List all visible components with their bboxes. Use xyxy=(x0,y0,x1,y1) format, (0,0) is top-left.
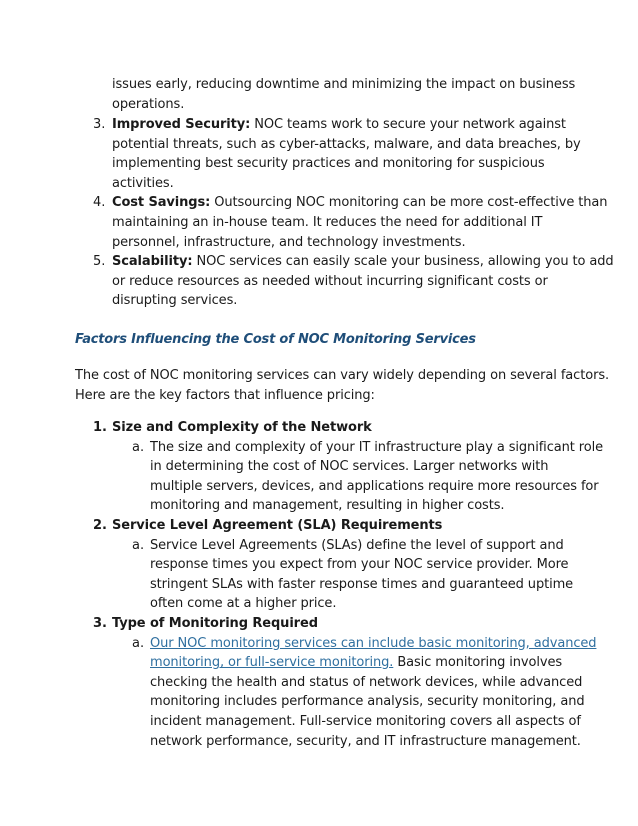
sub-item-line: often come at a higher price. xyxy=(150,596,337,612)
intro-continuation-line: operations. xyxy=(112,97,185,112)
list-item-line: maintaining an in-house team. It reduces the need for additional IT xyxy=(112,215,543,230)
sub-item-text: Basic monitoring involves xyxy=(393,655,563,671)
monitoring-services-link[interactable]: monitoring, or full-service monitoring. xyxy=(150,655,394,671)
sub-item-line: monitoring includes performance analysis, security monitoring, and xyxy=(150,694,585,710)
intro-continuation-line: issues early, reducing downtime and minimizing the impact on business xyxy=(112,77,576,92)
list-item-title: Cost Savings: xyxy=(112,195,211,211)
sub-item-line: checking the health and status of network devices, while advanced xyxy=(150,674,583,690)
list-item-text: NOC teams work to secure your network against xyxy=(250,117,566,132)
sub-list-letter: a. xyxy=(132,635,145,651)
list-number: 2. xyxy=(93,518,107,533)
paragraph-line: The cost of NOC monitoring services can vary widely depending on several factors. xyxy=(75,368,610,383)
paragraph-line: Here are the key factors that influence pricing: xyxy=(75,387,375,403)
list-item-text: Outsourcing NOC monitoring can be more cost-effective than xyxy=(210,195,608,211)
sub-item-line: monitoring and management, resulting in higher costs. xyxy=(150,498,505,514)
list-item xyxy=(112,252,614,272)
sub-list-letter: a. xyxy=(132,537,145,553)
sub-item-line: multiple servers, devices, and applications require more resources for xyxy=(150,478,599,494)
sub-list-letter: a. xyxy=(132,439,145,455)
list-item-line: disrupting services. xyxy=(112,293,238,309)
sub-item-line: Service Level Agreements (SLAs) define the level of support and xyxy=(150,537,564,553)
sub-item-line: in determining the cost of NOC services. Larger networks with xyxy=(150,459,549,475)
list-item-line: personnel, infrastructure, and technology investments. xyxy=(112,234,466,250)
sub-item-line: The size and complexity of your IT infrastructure play a significant role xyxy=(150,439,604,455)
sub-item-line: stringent SLAs with faster response times and guaranteed uptime xyxy=(150,576,574,592)
list-item-title: Scalability: xyxy=(112,254,193,270)
list-item-line: implementing best security practices and monitoring for suspicious xyxy=(112,156,545,172)
sub-item-line: incident management. Full-service monitoring covers all aspects of xyxy=(150,714,581,729)
sub-item-line xyxy=(150,634,596,654)
factor-title: Type of Monitoring Required xyxy=(112,616,318,631)
list-number: 4. xyxy=(93,195,106,211)
monitoring-services-link[interactable]: Our NOC monitoring services can include basic monitoring, advanced xyxy=(150,635,597,651)
list-item xyxy=(112,193,607,213)
list-item-text: NOC services can easily scale your business, allowing you to add xyxy=(192,254,614,270)
list-number: 3. xyxy=(93,117,106,132)
sub-item-line: response times you expect from your NOC service provider. More xyxy=(150,557,569,573)
list-item-line: or reduce resources as needed without incurring significant costs or xyxy=(112,273,548,289)
list-item-title: Improved Security: xyxy=(112,117,251,132)
sub-item-line: network performance, security, and IT infrastructure management. xyxy=(150,733,581,749)
sub-item-line xyxy=(150,653,562,673)
list-item-line: potential threats, such as cyber-attacks, malware, and data breaches, by xyxy=(112,136,581,152)
factor-title: Service Level Agreement (SLA) Requirements xyxy=(112,518,443,533)
list-number: 3. xyxy=(93,616,107,631)
factor-title: Size and Complexity of the Network xyxy=(112,420,372,435)
list-number: 5. xyxy=(93,254,106,270)
list-item-line: activities. xyxy=(112,175,174,191)
section-heading: Factors Influencing the Cost of NOC Monitoring Services xyxy=(75,332,476,347)
list-number: 1. xyxy=(93,420,107,435)
list-item xyxy=(112,115,566,135)
